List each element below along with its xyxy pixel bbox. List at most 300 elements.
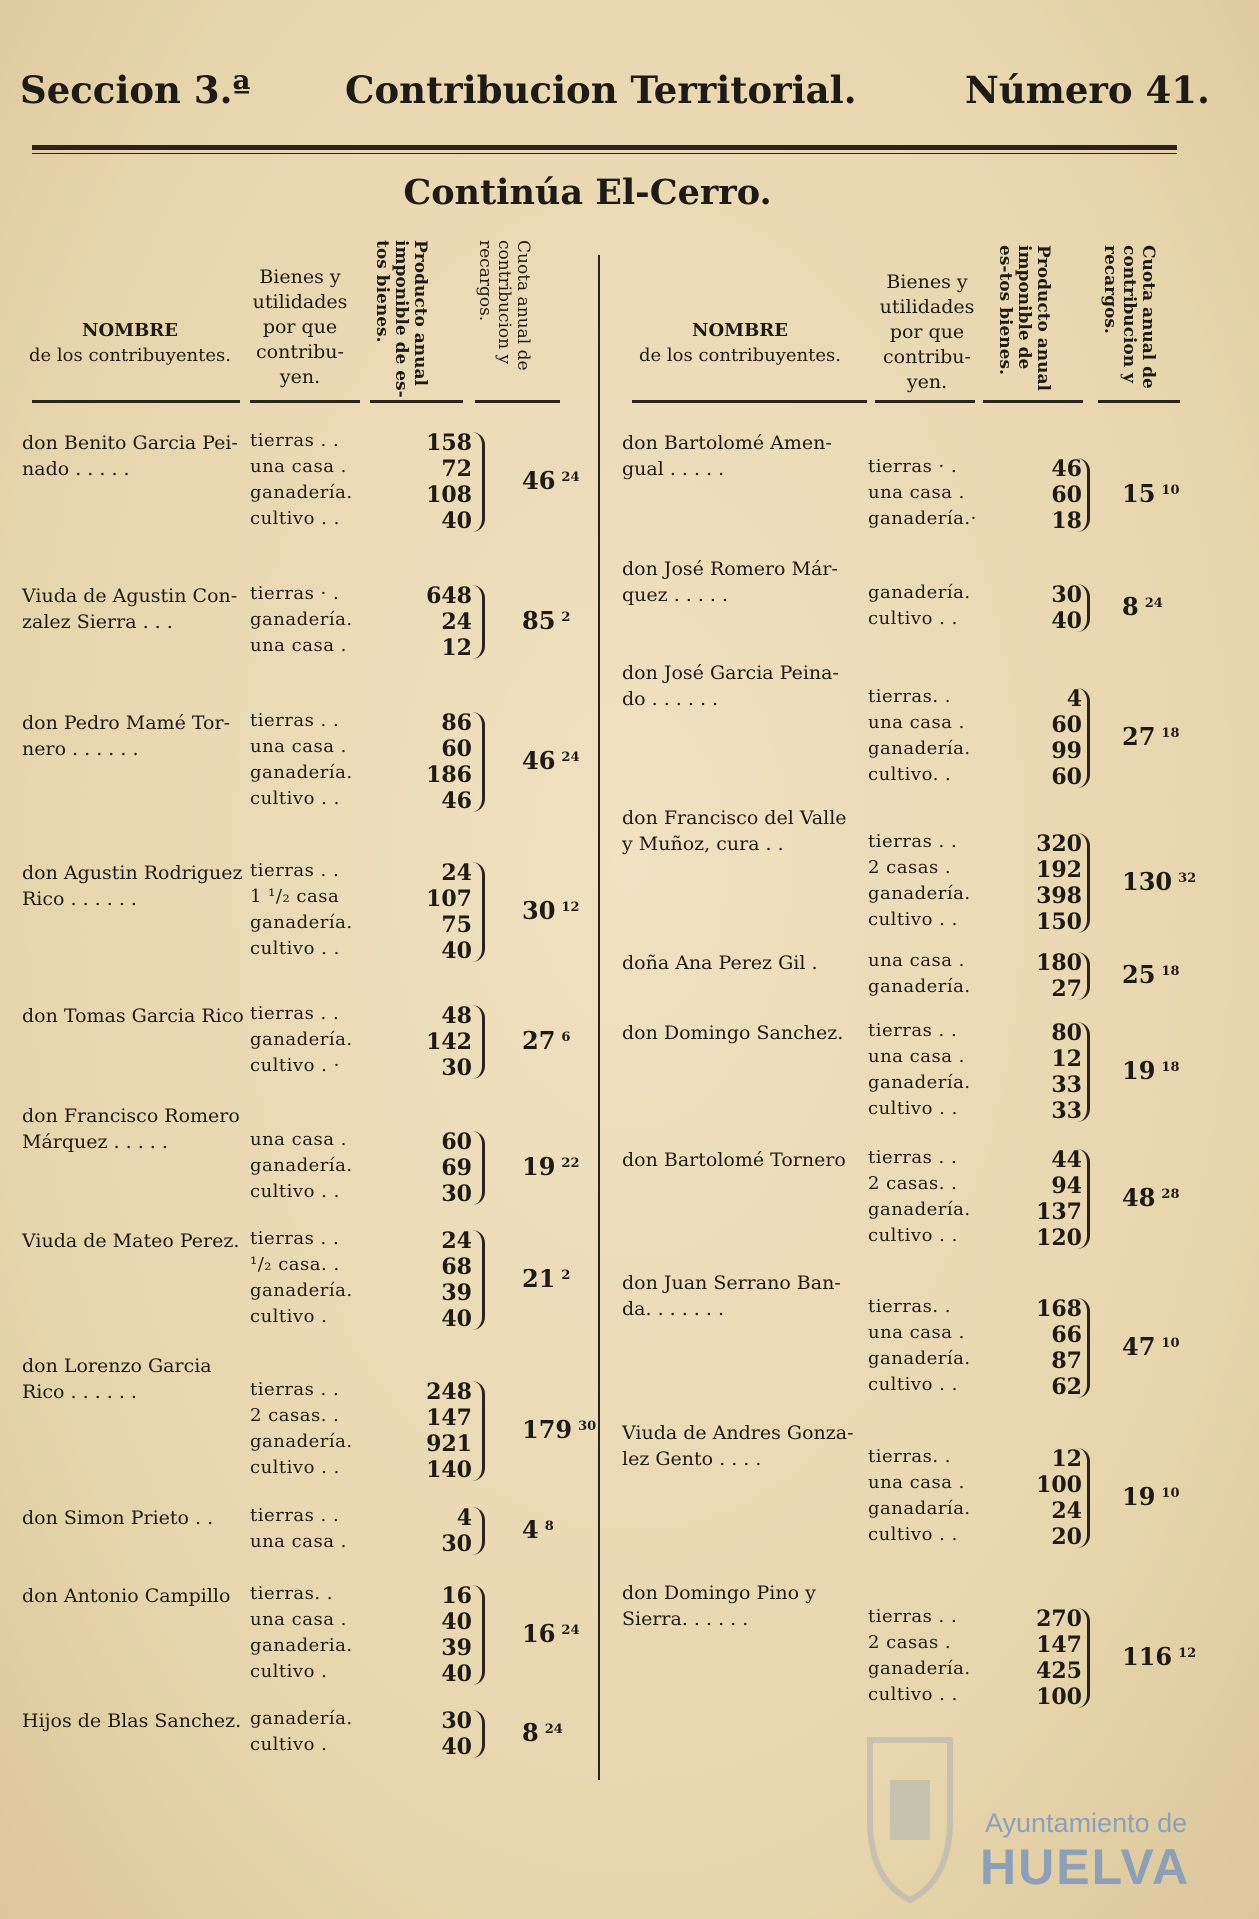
brace — [472, 1131, 485, 1205]
item-value: 270 — [1036, 1606, 1082, 1632]
col-rule-left-4 — [475, 400, 560, 403]
item-label: tierras . . — [250, 860, 340, 881]
item-label: una casa . — [868, 1472, 965, 1493]
col-producto-left: Producto anual imponible de es-tos bienes. — [372, 240, 430, 398]
name-line: don Francisco Romero — [22, 1105, 240, 1127]
item-label: tierras . . — [250, 1379, 340, 1400]
item-value: 12 — [1051, 1446, 1082, 1472]
item-value: 320 — [1036, 831, 1082, 857]
item-label: ganadería.· — [868, 508, 977, 529]
cuota-cents: 10 — [1161, 1336, 1180, 1351]
name-line: don Antonio Campillo — [22, 1585, 231, 1607]
cuota-cents: 12 — [1178, 1646, 1197, 1661]
item-value: 46 — [441, 788, 472, 814]
brace — [1077, 833, 1090, 933]
item-value: 30 — [1051, 582, 1082, 608]
item-value: 18 — [1051, 508, 1082, 534]
cuota-cents: 24 — [544, 1722, 563, 1737]
item-label: tierras . . — [868, 1147, 958, 1168]
name-line: nado . . . . . — [22, 458, 130, 480]
item-label: ganadería. — [868, 1072, 971, 1093]
item-label: cultivo . — [250, 1734, 328, 1755]
col-cuota-left: Cuota anual de contribucion y recargos. — [475, 240, 533, 371]
item-value: 40 — [441, 508, 472, 534]
item-label: tierras . . — [250, 1228, 340, 1249]
name-line: don Pedro Mamé Tor- — [22, 712, 230, 734]
col-producto-right: Producto anual imponible de es-tos bienes. — [995, 245, 1053, 391]
item-value: 33 — [1051, 1072, 1082, 1098]
item-label: ganadería. — [250, 1431, 353, 1452]
item-label: cultivo . . — [868, 1098, 958, 1119]
item-label: 1 ¹/₂ casa — [250, 886, 340, 907]
item-label: una casa . — [868, 1322, 965, 1343]
name-line: don Lorenzo Garcia — [22, 1355, 212, 1377]
item-value: 20 — [1051, 1524, 1082, 1550]
name-line: nero . . . . . . — [22, 738, 139, 760]
item-value: 75 — [441, 912, 472, 938]
brace — [472, 862, 485, 962]
item-label: tierras . . — [250, 710, 340, 731]
item-label: tierras . . — [868, 1606, 958, 1627]
item-value: 4 — [1066, 686, 1082, 712]
cuota-cents: 18 — [1161, 964, 1180, 979]
name-line: don Domingo Sanchez. — [622, 1022, 844, 1044]
item-value: 192 — [1036, 857, 1082, 883]
contributor-name — [22, 1708, 241, 1734]
item-value: 142 — [426, 1029, 472, 1055]
item-label: tierras. . — [868, 1446, 951, 1467]
brace — [472, 432, 485, 532]
item-value: 248 — [426, 1379, 472, 1405]
col-nombre-sub-right: de los contribuyentes. — [639, 345, 841, 366]
cuota-cents: 10 — [1161, 1486, 1180, 1501]
item-value: 4 — [456, 1505, 472, 1531]
item-label: ganadería. — [868, 582, 971, 603]
item-label: ganadería. — [250, 609, 353, 630]
brace — [472, 1507, 485, 1555]
item-value: 69 — [441, 1155, 472, 1181]
cuota-value — [1122, 1642, 1196, 1671]
name-line: da. . . . . . . — [622, 1298, 725, 1320]
col-rule-left-1 — [32, 400, 240, 403]
cuota-cents: 18 — [1161, 726, 1180, 741]
item-value: 62 — [1051, 1374, 1082, 1400]
item-value: 33 — [1051, 1098, 1082, 1124]
brace — [472, 585, 485, 659]
name-line: don Bartolomé Tornero — [622, 1149, 846, 1171]
cuota-cents: 24 — [1144, 596, 1163, 611]
name-line: Viuda de Mateo Perez. — [22, 1230, 240, 1252]
brace — [1077, 1608, 1090, 1708]
item-label: una casa . — [250, 1129, 347, 1150]
contributor-name — [22, 1505, 213, 1531]
contributor-name — [22, 1353, 212, 1405]
item-value: 48 — [441, 1003, 472, 1029]
name-line: Viuda de Andres Gonza- — [622, 1422, 854, 1444]
item-value: 60 — [441, 1129, 472, 1155]
item-value: 66 — [1051, 1322, 1082, 1348]
name-line: don Domingo Pino y — [622, 1582, 816, 1604]
cuota-pesetas: 16 — [522, 1619, 556, 1648]
name-line: Viuda de Agustin Con- — [22, 585, 238, 607]
item-value: 107 — [426, 886, 472, 912]
item-label: tierras. . — [250, 1583, 333, 1604]
name-line: zalez Sierra . . . — [22, 611, 173, 633]
item-value: 140 — [426, 1457, 472, 1483]
item-label: cultivo . . — [250, 1457, 340, 1478]
item-value: 12 — [441, 635, 472, 661]
item-value: 425 — [1036, 1658, 1082, 1684]
cuota-pesetas: 8 — [1122, 592, 1139, 621]
cuota-value — [1122, 1056, 1180, 1085]
item-value: 24 — [441, 1228, 472, 1254]
cuota-pesetas: 46 — [522, 466, 556, 495]
item-label: cultivo . . — [868, 1374, 958, 1395]
cuota-value — [522, 1515, 554, 1544]
item-label: una casa . — [250, 1531, 347, 1552]
item-value: 27 — [1051, 976, 1082, 1002]
cuota-pesetas: 19 — [1122, 1482, 1156, 1511]
item-label: cultivo . . — [250, 508, 340, 529]
cuota-pesetas: 4 — [522, 1515, 539, 1544]
contributor-name — [622, 1420, 854, 1472]
watermark-line1: Ayuntamiento de — [985, 1808, 1188, 1838]
item-label: ganadería. — [250, 912, 353, 933]
item-label: una casa . — [868, 1046, 965, 1067]
cuota-value — [522, 896, 580, 925]
item-label: una casa . — [868, 950, 965, 971]
item-label: ganadería. — [868, 1348, 971, 1369]
brace — [1077, 952, 1090, 1000]
cuota-cents: 30 — [578, 1419, 597, 1434]
col-rule-left-2 — [250, 400, 360, 403]
item-value: 40 — [1051, 608, 1082, 634]
item-value: 40 — [441, 938, 472, 964]
item-value: 30 — [441, 1181, 472, 1207]
item-label: tierras . . — [250, 430, 340, 451]
section-label: Seccion 3.ª — [20, 68, 251, 112]
item-label: 2 casas. . — [868, 1173, 958, 1194]
name-line: quez . . . . . — [622, 584, 729, 606]
item-label: ganadería. — [868, 976, 971, 997]
name-line: Rico . . . . . . — [22, 1381, 137, 1403]
item-label: ganadería. — [250, 1708, 353, 1729]
cuota-value — [522, 1619, 580, 1648]
item-value: 44 — [1051, 1147, 1082, 1173]
cuota-pesetas: 130 — [1122, 867, 1173, 896]
name-line: doña Ana Perez Gil . — [622, 952, 818, 974]
item-label: tierras · . — [250, 583, 340, 604]
col-rule-right-3 — [983, 400, 1083, 403]
name-line: don Simon Prieto . . — [22, 1507, 214, 1529]
item-label: una casa . — [250, 736, 347, 757]
item-value: 100 — [1036, 1684, 1082, 1710]
item-value: 24 — [441, 609, 472, 635]
page-number: Número 41. — [965, 68, 1210, 112]
item-value: 147 — [426, 1405, 472, 1431]
col-rule-right-2 — [875, 400, 975, 403]
name-line: Sierra. . . . . . — [622, 1608, 749, 1630]
item-value: 40 — [441, 1609, 472, 1635]
item-label: una casa . — [250, 456, 347, 477]
item-value: 12 — [1051, 1046, 1082, 1072]
item-label: tierras · . — [868, 456, 958, 477]
item-label: tierras . . — [868, 831, 958, 852]
item-value: 120 — [1036, 1225, 1082, 1251]
brace — [472, 1381, 485, 1481]
contributor-name — [622, 1020, 843, 1046]
item-label: cultivo . . — [868, 608, 958, 629]
item-value: 72 — [441, 456, 472, 482]
cuota-cents: 22 — [561, 1156, 580, 1171]
item-value: 648 — [426, 583, 472, 609]
item-value: 921 — [426, 1431, 472, 1457]
name-line: Márquez . . . . . — [22, 1131, 168, 1153]
cuota-value — [522, 466, 580, 495]
item-value: 168 — [1036, 1296, 1082, 1322]
item-value: 86 — [441, 710, 472, 736]
name-line: don José Garcia Peina- — [622, 662, 839, 684]
item-label: cultivo . · — [250, 1055, 340, 1076]
cuota-value — [522, 1415, 596, 1444]
cuota-pesetas: 85 — [522, 606, 556, 635]
name-line: don Francisco del Valle — [622, 807, 847, 829]
item-value: 16 — [441, 1583, 472, 1609]
cuota-value — [522, 1264, 570, 1293]
contributor-name — [22, 1003, 244, 1029]
brace — [472, 1585, 485, 1685]
contributor-name — [22, 430, 238, 482]
watermark-line2: HUELVA — [980, 1839, 1191, 1895]
cuota-value — [1122, 592, 1163, 621]
cuota-pesetas: 19 — [522, 1152, 556, 1181]
contributor-name — [622, 1580, 816, 1632]
cuota-value — [1122, 960, 1180, 989]
cuota-pesetas: 19 — [1122, 1056, 1156, 1085]
item-label: ganadaría. — [868, 1498, 971, 1519]
cuota-pesetas: 21 — [522, 1264, 556, 1293]
item-label: tierras. . — [868, 1296, 951, 1317]
cuota-cents: 2 — [561, 1268, 571, 1283]
col-bienes-left: Bienes y utilidades por que contribu-yen. — [252, 266, 348, 388]
cuota-pesetas: 25 — [1122, 960, 1156, 989]
item-label: ganadería. — [868, 883, 971, 904]
item-label: cultivo . . — [250, 938, 340, 959]
item-label: ganadería. — [868, 1658, 971, 1679]
cuota-cents: 6 — [561, 1030, 571, 1045]
contributor-name — [22, 710, 230, 762]
contributor-name — [22, 1228, 239, 1254]
item-value: 94 — [1051, 1173, 1082, 1199]
header-rule — [32, 145, 1177, 150]
item-value: 108 — [426, 482, 472, 508]
cuota-value — [1122, 722, 1180, 751]
cuota-value — [522, 1026, 570, 1055]
brace — [1077, 688, 1090, 788]
col-nombre-title-right: NOMBRE — [692, 320, 788, 341]
brace — [1077, 458, 1090, 532]
cuota-pesetas: 27 — [1122, 722, 1156, 751]
cuota-cents: 24 — [561, 1623, 580, 1638]
item-value: 150 — [1036, 909, 1082, 935]
page-title: Contribucion Territorial. — [345, 68, 857, 112]
item-value: 80 — [1051, 1020, 1082, 1046]
name-line: y Muñoz, cura . . — [622, 833, 784, 855]
col-nombre-sub: de los contribuyentes. — [29, 345, 231, 366]
item-value: 30 — [441, 1055, 472, 1081]
cuota-value — [522, 606, 570, 635]
header-rule-thin — [32, 153, 1177, 154]
contributor-name — [622, 556, 838, 608]
item-value: 30 — [441, 1708, 472, 1734]
item-label: tierras . . — [250, 1003, 340, 1024]
cuota-cents: 24 — [561, 470, 580, 485]
name-line: lez Gento . . . . — [622, 1448, 762, 1470]
col-bienes-right: Bienes y utilidades por que contribu-yen. — [879, 271, 975, 393]
contributor-name — [22, 1103, 240, 1155]
item-label: ganadería. — [250, 1155, 353, 1176]
brace — [472, 1710, 485, 1758]
brace — [1077, 1022, 1090, 1122]
name-line: don José Romero Már- — [622, 558, 838, 580]
item-label: ganadería. — [250, 482, 353, 503]
item-value: 60 — [441, 736, 472, 762]
item-label: tierras . . — [250, 1505, 340, 1526]
col-cuota-right: Cuota anual de contribucion y recargos. — [1100, 245, 1158, 389]
contributor-name — [22, 1583, 230, 1609]
item-value: 60 — [1051, 764, 1082, 790]
item-value: 180 — [1036, 950, 1082, 976]
item-label: cultivo . . — [868, 909, 958, 930]
contributor-name — [622, 1147, 846, 1173]
contributor-name — [622, 430, 832, 482]
contributor-name — [622, 950, 818, 976]
name-line: don Juan Serrano Ban- — [622, 1272, 841, 1294]
contributor-name — [622, 1270, 841, 1322]
item-value: 100 — [1036, 1472, 1082, 1498]
col-nombre-left — [20, 318, 240, 368]
item-value: 46 — [1051, 456, 1082, 482]
item-value: 39 — [441, 1635, 472, 1661]
cuota-cents: 18 — [1161, 1060, 1180, 1075]
name-line: gual . . . . . — [622, 458, 725, 480]
contributor-name — [622, 660, 839, 712]
cuota-pesetas: 48 — [1122, 1183, 1156, 1212]
brace — [472, 1005, 485, 1079]
item-label: ¹/₂ casa. . — [250, 1254, 340, 1275]
item-value: 186 — [426, 762, 472, 788]
brace — [472, 1230, 485, 1330]
cuota-cents: 12 — [561, 900, 580, 915]
cuota-pesetas: 47 — [1122, 1332, 1156, 1361]
item-label: tierras . . — [868, 1020, 958, 1041]
name-line: don Agustin Rodriguez — [22, 862, 243, 884]
item-value: 87 — [1051, 1348, 1082, 1374]
col-rule-right-1 — [632, 400, 867, 403]
item-label: una casa . — [868, 712, 965, 733]
name-line: do . . . . . . — [622, 688, 719, 710]
contributor-name — [622, 805, 847, 857]
item-label: cultivo. . — [868, 764, 952, 785]
item-value: 40 — [441, 1661, 472, 1687]
item-value: 40 — [441, 1306, 472, 1332]
item-label: ganadería. — [868, 1199, 971, 1220]
cuota-pesetas: 15 — [1122, 479, 1156, 508]
cuota-cents: 32 — [1178, 871, 1197, 886]
item-value: 68 — [441, 1254, 472, 1280]
item-label: cultivo . . — [868, 1524, 958, 1545]
item-value: 147 — [1036, 1632, 1082, 1658]
cuota-cents: 24 — [561, 750, 580, 765]
cuota-cents: 10 — [1161, 483, 1180, 498]
cuota-pesetas: 46 — [522, 746, 556, 775]
cuota-value — [1122, 479, 1180, 508]
cuota-value — [1122, 1482, 1180, 1511]
item-label: cultivo . . — [868, 1225, 958, 1246]
item-label: tierras. . — [868, 686, 951, 707]
item-label: ganadería. — [250, 762, 353, 783]
item-value: 60 — [1051, 712, 1082, 738]
name-line: don Tomas Garcia Rico — [22, 1005, 244, 1027]
name-line: don Bartolomé Amen- — [622, 432, 832, 454]
cuota-cents: 8 — [544, 1519, 554, 1534]
cuota-value — [1122, 1183, 1180, 1212]
item-label: una casa . — [250, 635, 347, 656]
cuota-value — [522, 1718, 563, 1747]
name-line: Rico . . . . . . — [22, 888, 137, 910]
cuota-pesetas: 179 — [522, 1415, 573, 1444]
brace — [1077, 584, 1090, 632]
item-value: 24 — [1051, 1498, 1082, 1524]
cuota-cents: 28 — [1161, 1187, 1180, 1202]
cuota-pesetas: 30 — [522, 896, 556, 925]
item-label: ganaderia. — [250, 1635, 353, 1656]
item-label: cultivo . — [250, 1661, 328, 1682]
brace — [1077, 1298, 1090, 1398]
cuota-value — [1122, 867, 1196, 896]
col-nombre-right — [630, 318, 850, 368]
name-line: don Benito Garcia Pei- — [22, 432, 238, 454]
item-value: 158 — [426, 430, 472, 456]
center-divider — [598, 255, 600, 1780]
item-value: 24 — [441, 860, 472, 886]
item-value: 398 — [1036, 883, 1082, 909]
col-rule-right-4 — [1098, 400, 1180, 403]
item-label: ganadería. — [250, 1280, 353, 1301]
name-line: Hijos de Blas Sanchez. — [22, 1710, 242, 1732]
item-label: 2 casas. . — [250, 1405, 340, 1426]
col-nombre-title: NOMBRE — [82, 320, 178, 341]
subtitle: Continúa El-Cerro. — [403, 172, 772, 213]
col-rule-left-3 — [370, 400, 463, 403]
item-label: cultivo . . — [250, 1181, 340, 1202]
item-value: 40 — [441, 1734, 472, 1760]
item-value: 39 — [441, 1280, 472, 1306]
item-label: una casa . — [250, 1609, 347, 1630]
cuota-cents: 2 — [561, 610, 571, 625]
item-label: ganadería. — [250, 1029, 353, 1050]
item-label: 2 casas . — [868, 1632, 952, 1653]
cuota-pesetas: 116 — [1122, 1642, 1173, 1671]
brace — [1077, 1448, 1090, 1548]
contributor-name — [22, 583, 237, 635]
brace — [1077, 1149, 1090, 1249]
item-label: ganadería. — [868, 738, 971, 759]
item-value: 30 — [441, 1531, 472, 1557]
item-value: 60 — [1051, 482, 1082, 508]
item-label: una casa . — [868, 482, 965, 503]
item-label: cultivo . . — [868, 1684, 958, 1705]
